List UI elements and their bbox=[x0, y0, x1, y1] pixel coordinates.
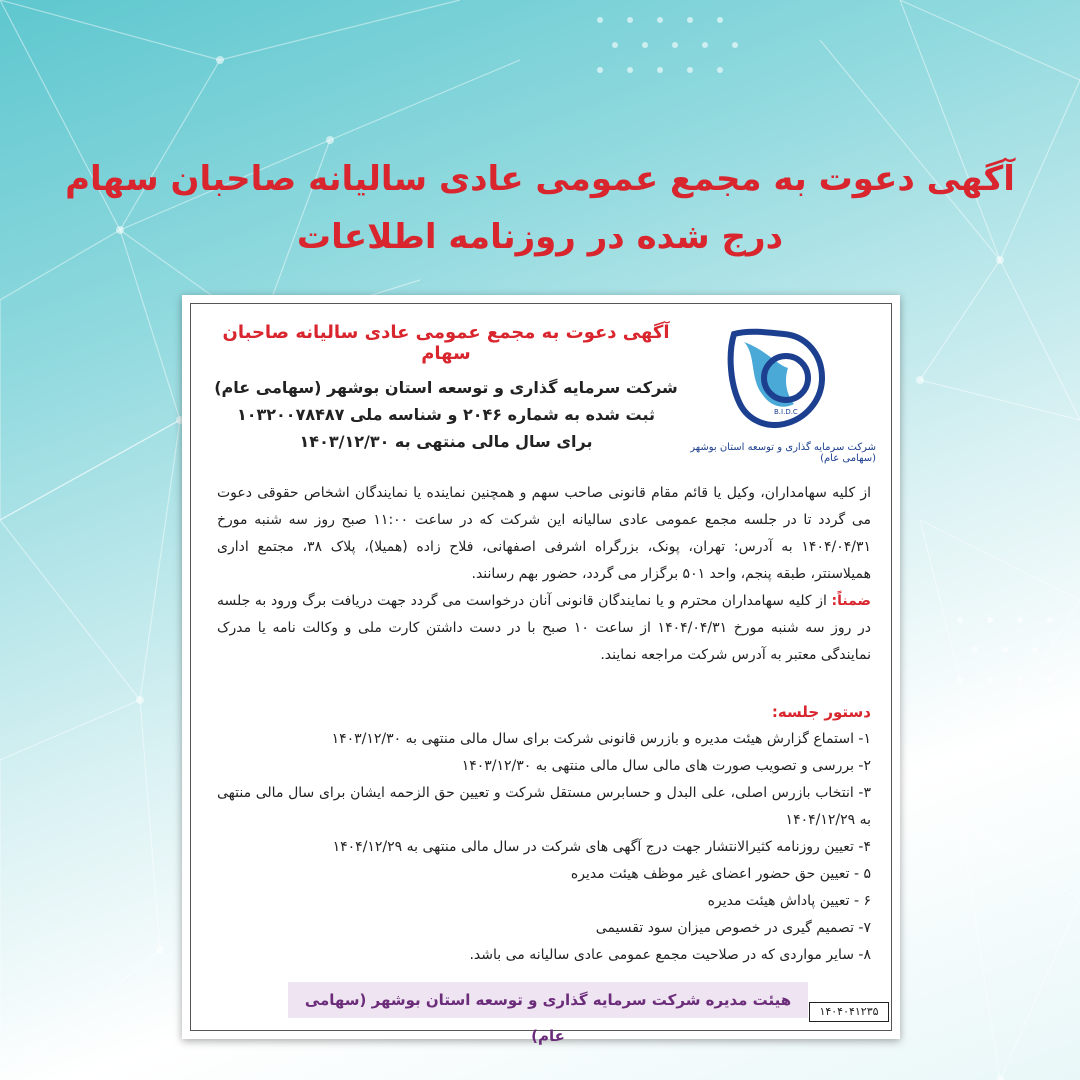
page-headline bbox=[0, 150, 1080, 266]
agenda-item: ۷- تصمیم گیری در خصوص میزان سود تقسیمی bbox=[595, 920, 871, 936]
board-signature: هیئت مدیره شرکت سرمایه گذاری و توسعه استان بوشهر (سهامی عام) bbox=[288, 982, 808, 1018]
agenda-item: ۵ - تعیین حق حضور اعضای غیر موظف هیئت مدیره bbox=[570, 866, 871, 882]
company-logo bbox=[676, 324, 876, 464]
notice-body bbox=[217, 480, 871, 969]
company-name: شرکت سرمایه گذاری و توسعه استان بوشهر (سهامی عام) bbox=[214, 378, 678, 397]
agenda-item: ۸- سایر مواردی که در صلاحیت مجمع عمومی عادی سالیانه می باشد. bbox=[469, 947, 871, 963]
headline-line-1: آگهی دعوت به مجمع عمومی عادی سالیانه صاحبان سهام bbox=[65, 159, 1015, 199]
registration-info: ثبت شده به شماره ۲۰۴۶ و شناسه ملی ۱۰۳۲۰۰۷۸۴۸۷ bbox=[236, 405, 656, 424]
notice-header bbox=[211, 322, 681, 455]
agenda-item: ۴- تعیین روزنامه کثیرالانتشار جهت درج آگهی های شرکت در سال مالی منتهی به ۱۴۰۴/۱۲/۲۹ bbox=[332, 839, 871, 855]
invitation-paragraph: از کلیه سهامداران، وکیل یا قائم مقام قانونی صاحب سهم و همچنین نماینده یا نمایندگان اشخاص حقوقی دعوت می گردد تا در جلسه مجمع عمومی عادی سالیانه این شرکت که در ساعت ۱۱:۰۰ صبح روز سه شنبه مورخ ۱۴۰۴/۰۴/۳۱ به آدرس: تهران، پونک، بزرگراه اشرفی اصفهانی، فلاح زاده (همیلا)، پلاک ۳۸، مجتمع اداری همیلاسنتر، طبقه پنجم، واحد ۵۰۱ برگزار می گردد، حضور بهم رسانند. bbox=[217, 485, 871, 582]
agenda-item: ۱- استماع گزارش هیئت مدیره و بازرس قانونی شرکت برای سال مالی منتهی به ۱۴۰۳/۱۲/۳۰ bbox=[331, 731, 871, 747]
headline-line-2: درج شده در روزنامه اطلاعات bbox=[296, 217, 784, 257]
newspaper-notice-card bbox=[182, 295, 900, 1045]
agenda-title: دستور جلسه: bbox=[771, 703, 871, 721]
emphasis-label: ضمناً: bbox=[831, 593, 871, 609]
agenda-item: ۳- انتخاب بازرس اصلی، علی البدل و حسابرس مستقل شرکت و تعیین حق الزحمه ایشان برای سال مالی منتهی به ۱۴۰۴/۱۲/۲۹ bbox=[217, 785, 871, 828]
fiscal-year-info: برای سال مالی منتهی به ۱۴۰۳/۱۲/۳۰ bbox=[299, 432, 593, 451]
notice-code: ۱۴۰۴۰۴۱۲۳۵ bbox=[809, 1002, 889, 1022]
registration-paragraph-text: از کلیه سهامداران محترم و یا نمایندگان قانونی آنان درخواست می گردد جهت دریافت برگ ورود به جلسه در روز سه شنبه مورخ ۱۴۰۴/۰۴/۳۱ از ساعت ۱۰ صبح با در دست داشتن کارت ملی و وکالت نامه یا مدرک نمایندگی معتبر به آدرس شرکت مراجعه نمایند. bbox=[217, 593, 871, 663]
company-logo-icon bbox=[726, 324, 826, 434]
agenda-item: ۶ - تعیین پاداش هیئت مدیره bbox=[707, 893, 871, 909]
notice-border bbox=[190, 303, 892, 1045]
notice-title: آگهی دعوت به مجمع عمومی عادی سالیانه صاحبان سهام bbox=[222, 322, 670, 364]
logo-mark-text: B.I.D.C bbox=[774, 408, 798, 416]
agenda-item: ۲- بررسی و تصویب صورت های مالی سال مالی منتهی به ۱۴۰۳/۱۲/۳۰ bbox=[461, 758, 871, 774]
logo-caption: شرکت سرمایه گذاری و توسعه استان بوشهر (سهامی عام) bbox=[690, 442, 876, 464]
agenda-list bbox=[217, 726, 871, 969]
registration-paragraph bbox=[217, 588, 871, 669]
